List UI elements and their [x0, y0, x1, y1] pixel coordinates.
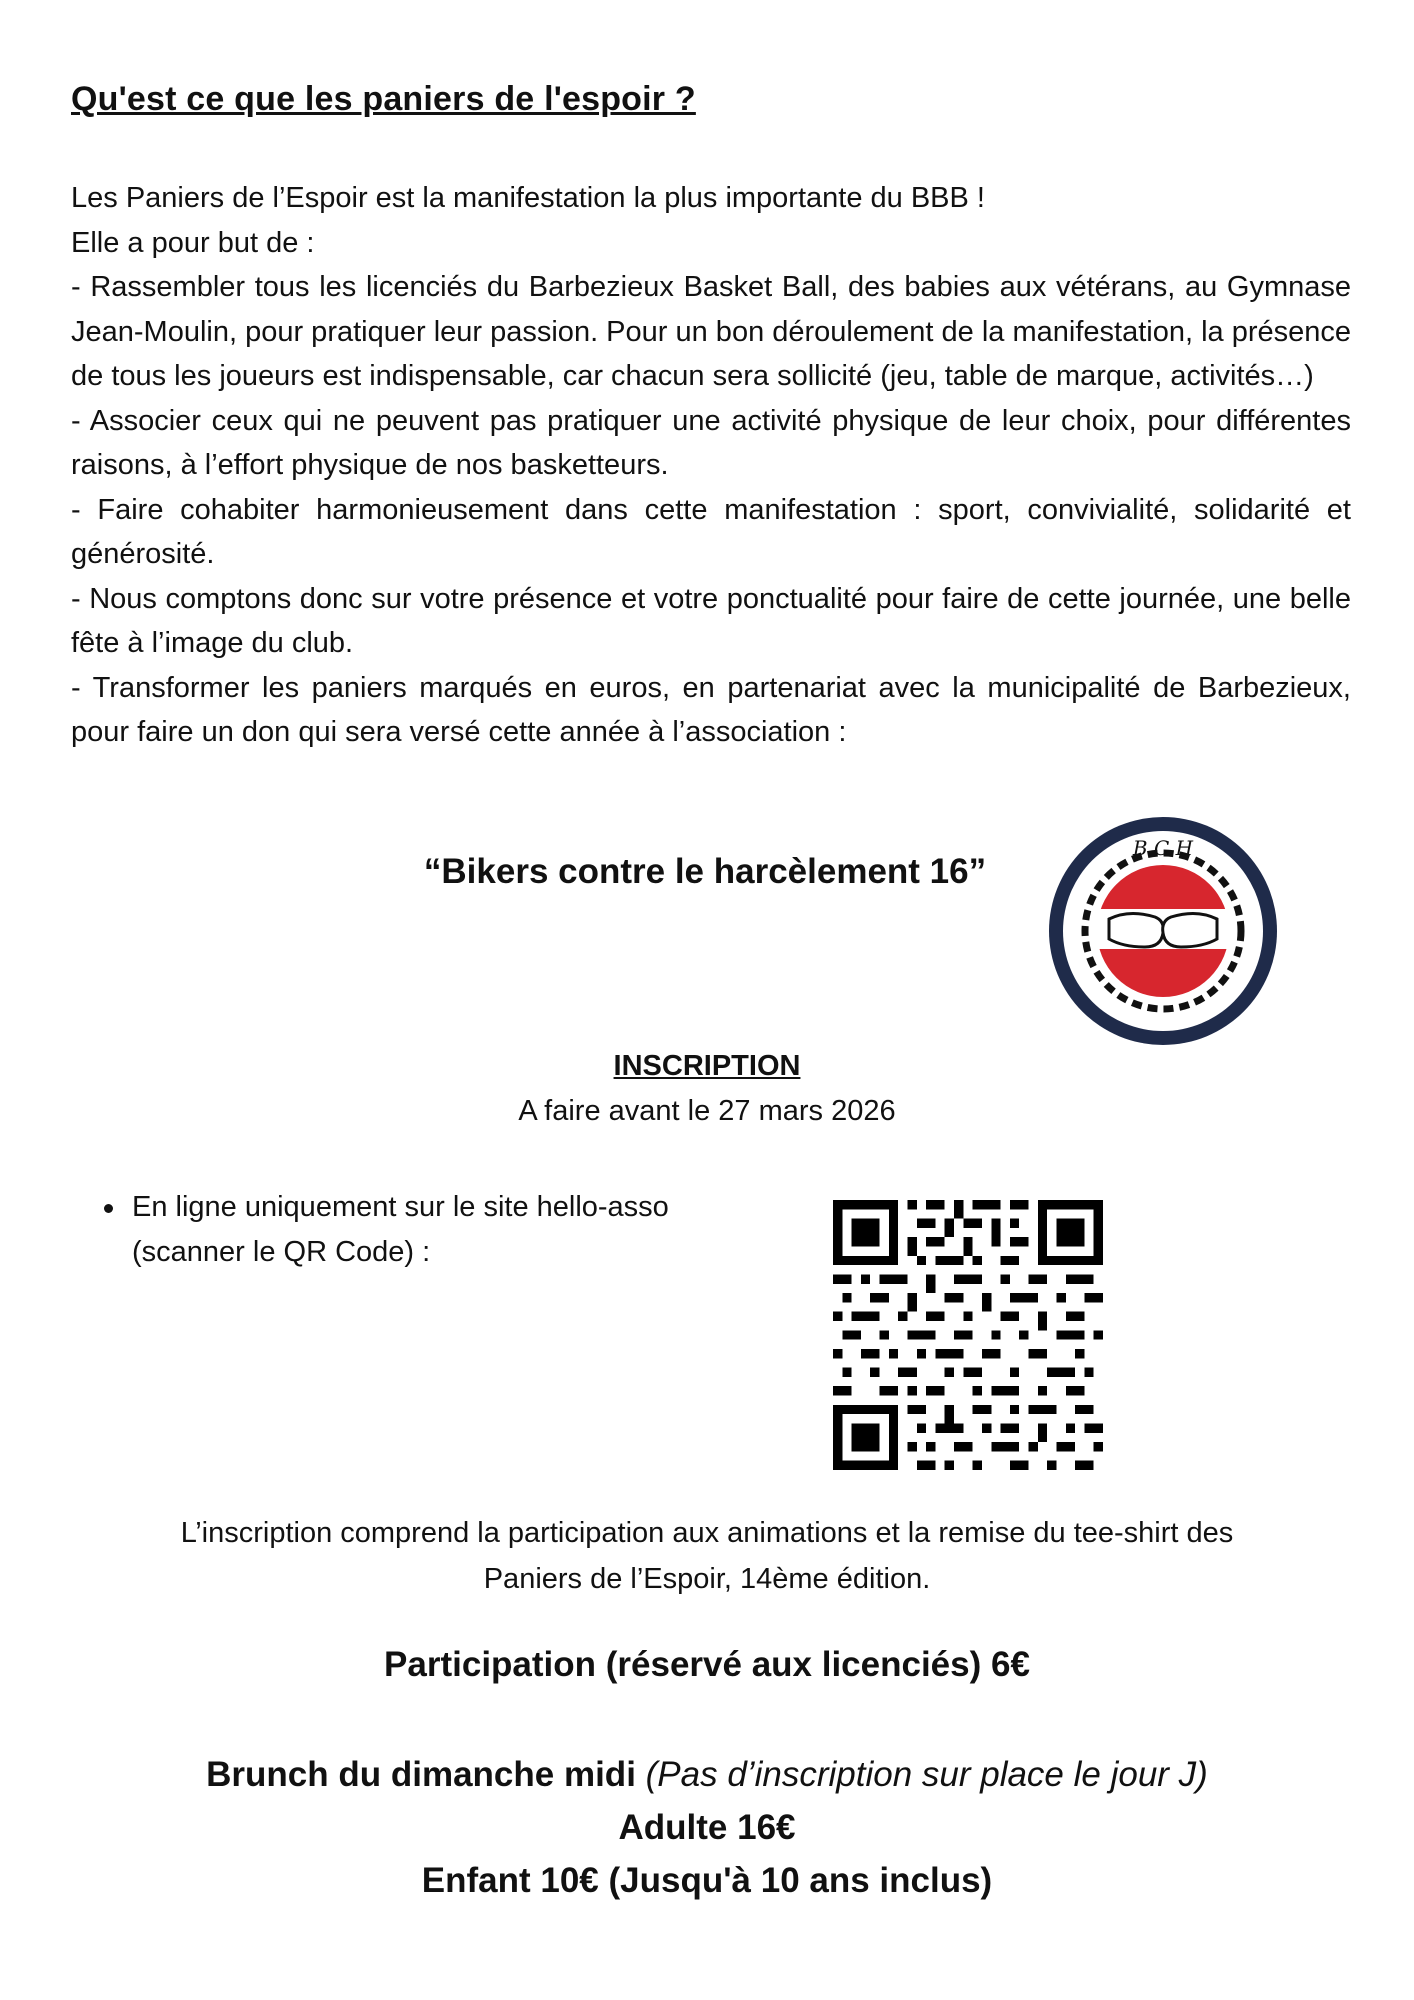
bch-logo: [1047, 815, 1279, 1047]
note-line: Paniers de l’Espoir, 14ème édition.: [483, 1563, 931, 1595]
intro-paragraph: - Nous comptons donc sur votre présence et votre ponctualité pour faire de cette journée, une belle fête à l’image du club.: [71, 582, 1351, 659]
intro-paragraph: - Transformer les paniers marqués en euros, en partenariat avec la municipalité de Barbezieux, pour faire un don qui sera versé cette année à l’association :: [71, 671, 1351, 748]
inscription-list: [96, 1185, 756, 1275]
inscription-deadline: A faire avant le 27 mars 2026: [518, 1095, 896, 1127]
logo-letters: B C H: [1132, 836, 1194, 860]
intro-paragraph: Elle a pour but de :: [71, 226, 315, 259]
participation-price: Participation (réservé aux licenciés) 6€: [384, 1645, 1030, 1684]
page-title: Qu'est ce que les paniers de l'espoir ?: [71, 80, 696, 118]
brunch-label: Brunch du dimanche midi: [206, 1755, 636, 1794]
qr-code[interactable]: [833, 1200, 1103, 1470]
brunch-note: (Pas d’inscription sur place le jour J): [645, 1755, 1208, 1794]
intro-paragraph: - Associer ceux qui ne peuvent pas pratiquer une activité physique de leur choix, pour différentes raisons, à l’effort physique de nos basketteurs.: [71, 404, 1351, 481]
association-name: “Bikers contre le harcèlement 16”: [423, 852, 987, 891]
intro-paragraph: Les Paniers de l’Espoir est la manifestation la plus importante du BBB !: [71, 182, 985, 214]
brunch-line: [0, 1748, 1414, 1801]
adult-price: Adulte 16€: [618, 1808, 796, 1847]
child-price: Enfant 10€ (Jusqu'à 10 ans inclus): [421, 1861, 993, 1900]
note-line: L’inscription comprend la participation aux animations et la remise du tee-shirt des: [180, 1517, 1234, 1549]
list-item: [96, 1185, 756, 1275]
inscription-title: INSCRIPTION: [613, 1050, 801, 1082]
intro-paragraph: - Faire cohabiter harmonieusement dans cette manifestation : sport, convivialité, solidarité et générosité.: [71, 493, 1351, 570]
bullet-line: En ligne uniquement sur le site hello-asso: [132, 1191, 669, 1223]
intro-text: [71, 176, 1351, 755]
brunch-pricing: [0, 1748, 1414, 1907]
bullet-line: (scanner le QR Code) :: [132, 1236, 431, 1268]
intro-paragraph: - Rassembler tous les licenciés du Barbezieux Basket Ball, des babies aux vétérans, au Gymnase Jean-Moulin, pour pratiquer leur passion. Pour un bon déroulement de la manifestation, la présence de tous les joueurs est indispensable, car chacun sera sollicité (jeu, table de marque, activités…): [71, 271, 1351, 392]
inscription-note: [90, 1510, 1324, 1602]
